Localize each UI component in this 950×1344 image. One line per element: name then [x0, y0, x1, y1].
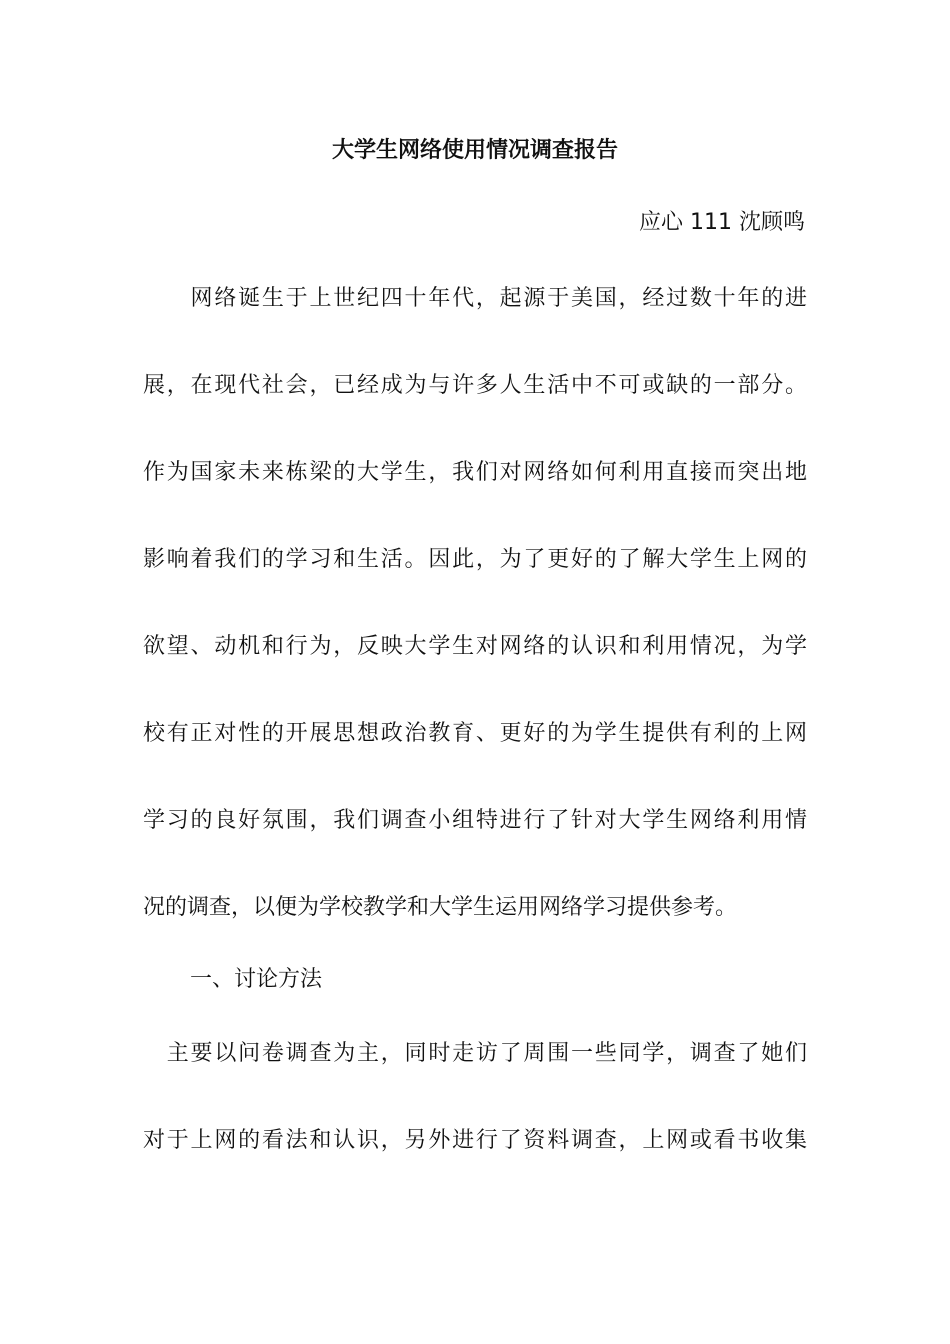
- paragraph-1-line-6: 校有正对性的开展思想政治教育、更好的为学生提供有利的上网: [143, 721, 807, 746]
- author-line: 应心 111 沈顾鸣: [639, 210, 805, 235]
- section-1-heading: 一、讨论方法: [190, 967, 323, 992]
- paragraph-1-line-1: 网络诞生于上世纪四十年代，起源于美国，经过数十年的进: [143, 286, 807, 311]
- paragraph-1-line-7: 学习的良好氛围，我们调查小组特进行了针对大学生网络利用情: [143, 808, 807, 833]
- document-title: 大学生网络使用情况调查报告: [331, 138, 618, 163]
- paragraph-1-line-5: 欲望、动机和行为，反映大学生对网络的认识和利用情况，为学: [143, 634, 807, 659]
- paragraph-1-line-2: 展，在现代社会，已经成为与许多人生活中不可或缺的一部分。: [143, 373, 807, 398]
- paragraph-1-line-4: 影响着我们的学习和生活。因此，为了更好的了解大学生上网的: [143, 547, 807, 572]
- paragraph-1-line-3: 作为国家未来栋梁的大学生，我们对网络如何利用直接而突出地: [143, 460, 807, 485]
- paragraph-2-line-2: 对于上网的看法和认识，另外进行了资料调查，上网或看书收集: [143, 1128, 807, 1153]
- paragraph-1-line-8: 况的调查，以便为学校教学和大学生运用网络学习提供参考。: [143, 895, 738, 920]
- paragraph-2-line-1: 主要以问卷调查为主，同时走访了周围一些同学，调查了她们: [143, 1041, 807, 1066]
